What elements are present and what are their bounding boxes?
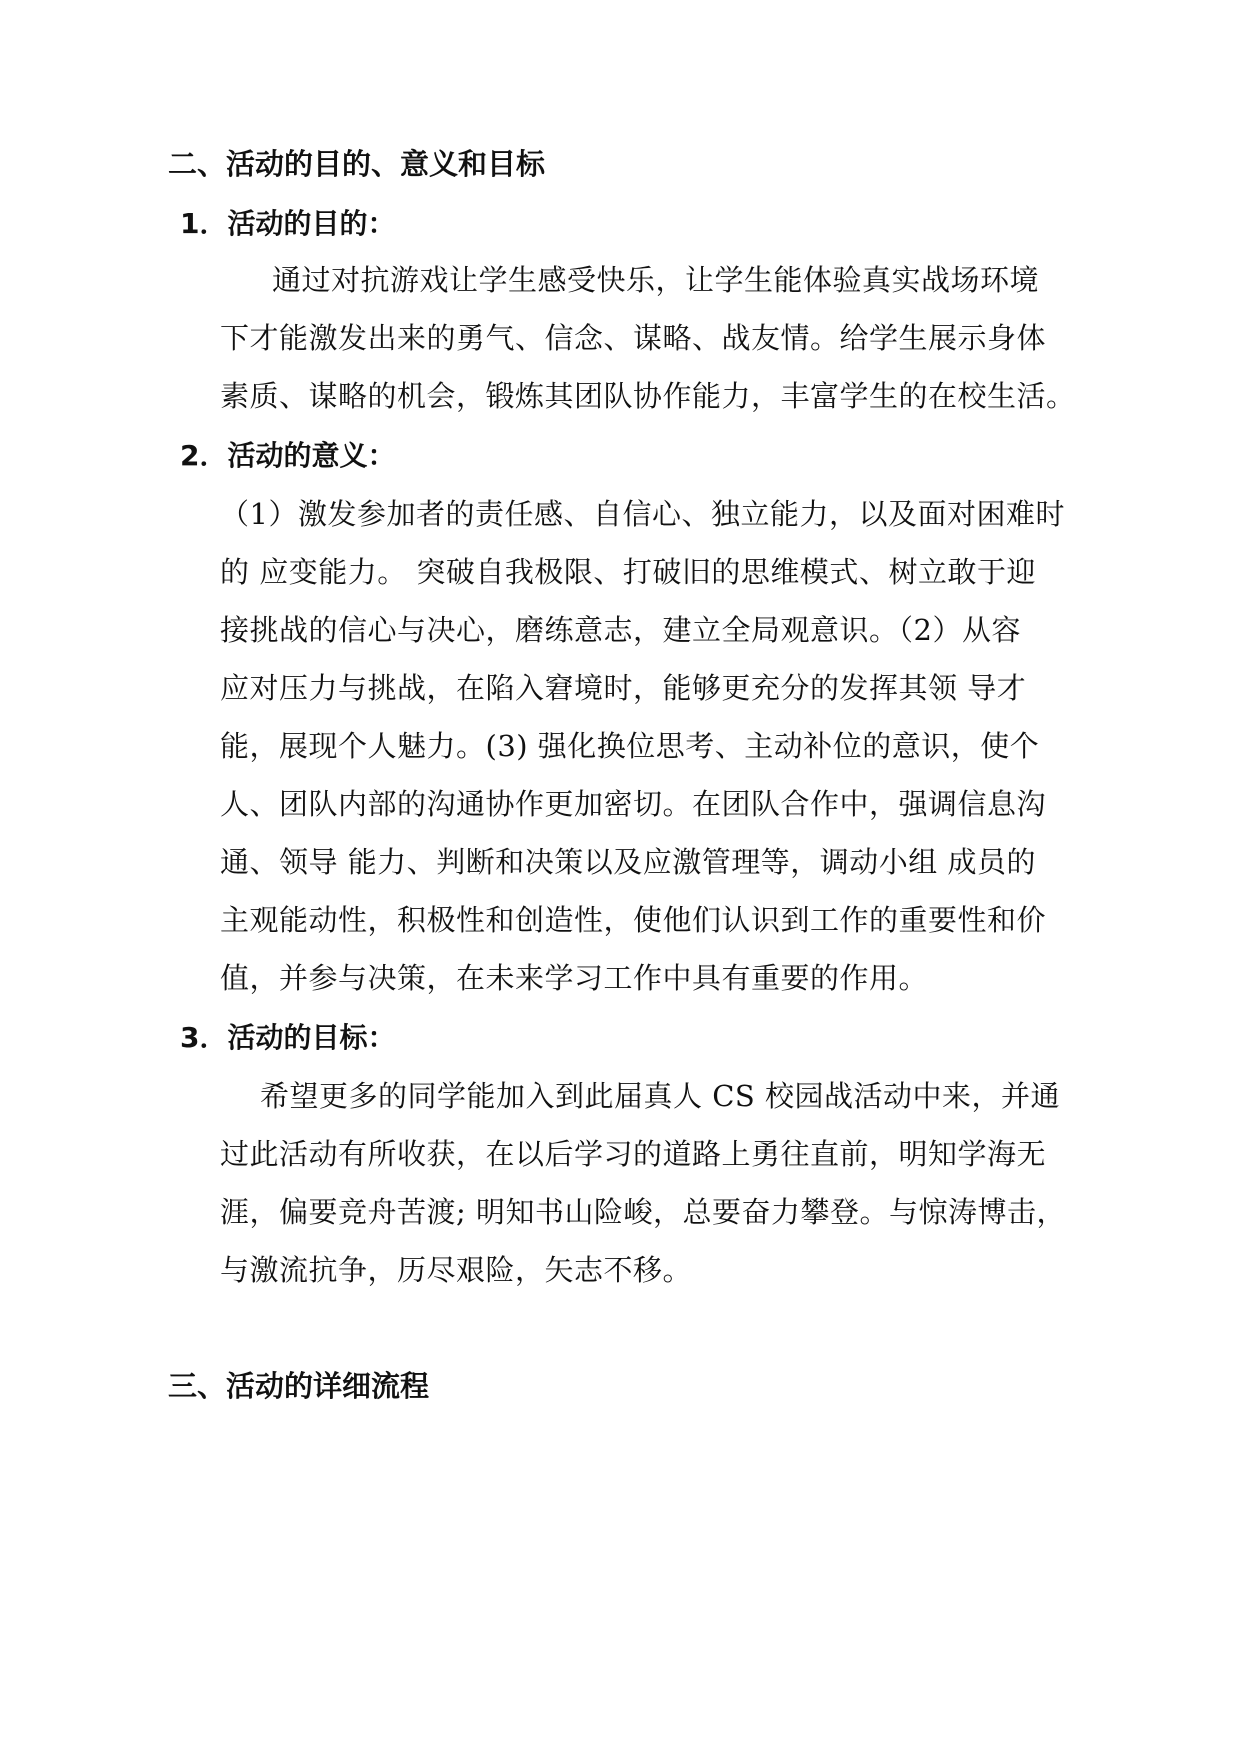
paragraph-line: 过此活动有所收获，在以后学习的道路上勇往直前，明知学海无: [220, 1137, 1047, 1171]
paragraph-line: 下才能激发出来的勇气、信念、谋略、战友情。给学生展示身体: [220, 321, 1047, 355]
paragraph-line: 值，并参与决策，在未来学习工作中具有重要的作用。: [220, 961, 929, 995]
paragraph-line: （1）激发参加者的责任感、自信心、独立能力，以及面对困难时: [220, 497, 1065, 531]
subsection-title-purpose: 1．活动的目的：: [180, 207, 396, 240]
paragraph-line: 主观能动性，积极性和创造性，使他们认识到工作的重要性和价: [220, 903, 1047, 937]
paragraph-line: 涯，偏要竞舟苦渡; 明知书山险峻，总要奋力攀登。与惊涛博击，: [220, 1195, 1066, 1229]
paragraph-line: 希望更多的同学能加入到此届真人 CS 校园战活动中来，并通: [260, 1079, 1060, 1113]
paragraph-line: 通过对抗游戏让学生感受快乐，让学生能体验真实战场环境: [272, 263, 1040, 297]
paragraph-line: 接挑战的信心与决心，磨练意志，建立全局观意识。（2）从容: [220, 613, 1021, 647]
subsection-title-goal: 3．活动的目标：: [180, 1021, 396, 1054]
paragraph-line: 素质、谋略的机会，锻炼其团队协作能力，丰富学生的在校生活。: [220, 379, 1076, 413]
paragraph-line: 通、领导 能力、判断和决策以及应激管理等，调动小组 成员的: [220, 845, 1036, 879]
paragraph-line: 应对压力与挑战，在陷入窘境时，能够更充分的发挥其领 导才: [220, 671, 1027, 705]
paragraph-line: 与激流抗争，历尽艰险，矢志不移。: [220, 1253, 693, 1287]
section-heading-2: 二、活动的目的、意义和目标: [168, 147, 546, 181]
section-heading-3: 三、活动的详细流程: [168, 1369, 430, 1403]
paragraph-line: 能，展现个人魅力。(3) 强化换位思考、主动补位的意识，使个: [220, 729, 1040, 763]
paragraph-line: 的 应变能力。 突破自我极限、打破旧的思维模式、树立敢于迎: [220, 555, 1036, 589]
subsection-title-significance: 2．活动的意义：: [180, 439, 396, 472]
paragraph-line: 人、团队内部的沟通协作更加密切。在团队合作中，强调信息沟: [220, 787, 1047, 821]
